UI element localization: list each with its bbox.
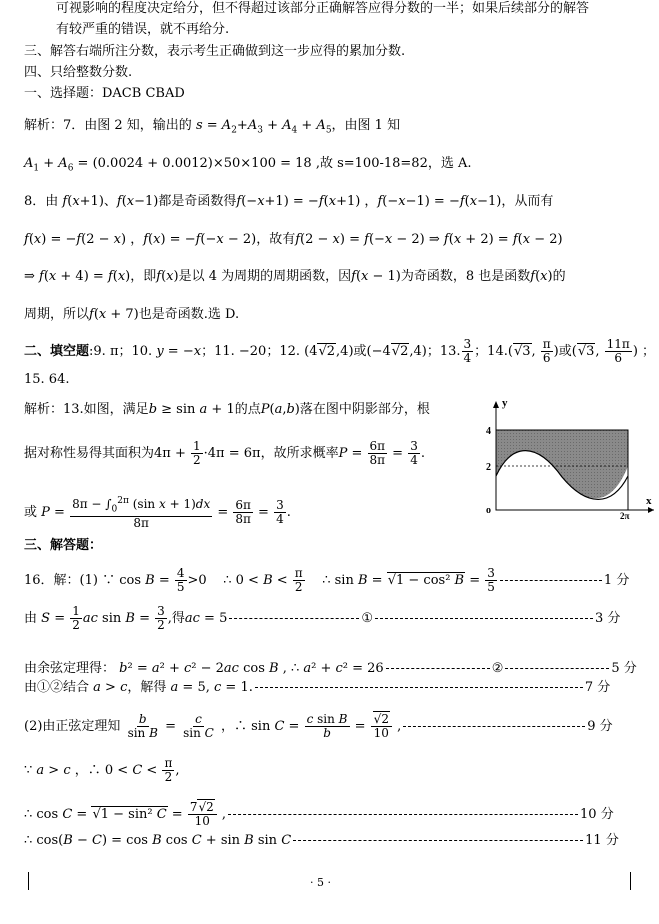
solve-heading: 三、解答题：	[24, 538, 103, 553]
page-number: · 5 ·	[310, 876, 331, 889]
q8-line-2: f(x) = −f(2 − x) ，f(x) = −f(−x − 2)，故有f(2 − x) = f(−x − 2) ⇒ f(x + 2) = f(x − 2)	[24, 232, 563, 247]
y-axis-arrow	[493, 401, 499, 408]
q13-line-2: 据对称性易得其面积为4π + $\frac{1}{2}$ ·4π = 6π，故所求概率P = $\frac{6\pi}{8\pi}$ = $\frac{3}{4}$ .	[24, 439, 425, 467]
shaded-area	[496, 430, 628, 498]
q7-line-2: $A_1 + A_6 = (0.0024 + 0.0012)\times 50\times 100 = 18$ ,故 s=100-18=82，选 A.	[24, 156, 472, 174]
q8-line-3: ⇒ f(x + 4) = f(x)，即f(x)是以 4 为周期的周期函数，因f(x − 1)为奇函数，8 也是函数f(x)的	[24, 269, 566, 284]
q7-line-1: 解析：7．由图 2 知，输出的 $s = A_2+A_3 + A_4 + A_5$，由图 1 知	[24, 118, 401, 136]
tick-4: 4	[486, 426, 491, 437]
q8-line-1: 8．由 f(x+1)、f(x−1)都是奇函数得f(−x+1) = −f(x+1) ，f(−x−1) = −f(x−1)，从而有	[24, 194, 554, 209]
q16-line-6: ∵ a > c ，∴ 0 < C < $\frac{\pi}{2}$ ,	[24, 756, 180, 784]
q16-line-4: 由①②结合 a > c，解得 a = 5, c = 1. 7 分	[24, 680, 611, 695]
corner-mark-left	[14, 872, 29, 890]
shaded-region-graph	[462, 397, 658, 522]
q16-line-1: 16．解：(1) ∵ cos B = $\frac{4}{5}$ >0 ∴ 0 < B < $\frac{\pi}{2}$ ∴ sin B = √1 − cos² B = $\frac{3}{5}$ 1 分	[24, 566, 630, 594]
x-axis-label: x	[646, 495, 652, 507]
q16-line-3: 由余弦定理得： b² = a² + c² − 2ac cos B , ∴ a² + c² = 26 ② 5 分	[24, 661, 637, 676]
fill-line-2: 15. 64.	[24, 372, 70, 387]
q13-line-1: 解析：13.如图，满足b ≥ sin a + 1的点P(a,b)落在图中阴影部分，根	[24, 402, 430, 417]
q16-line-2: 由 S = $\frac{1}{2}$ ac sin B = $\frac{3}{2}$ ,得ac = 5 ① 3 分	[24, 604, 621, 632]
tick-2pi: 2π	[620, 511, 630, 521]
y-axis-label: y	[502, 397, 508, 409]
note-line-4: 四、只给整数分数.	[24, 65, 133, 80]
q16-line-7: ∴ cos C = √1 − sin² C = $\frac{7√2}{10}$ , 10 分	[24, 800, 614, 828]
q13-line-3: 或 P = $\frac{8\pi - \int_0^{2\pi} (\sin x + 1)dx}{8\pi}$ = $\frac{6\pi}{8\pi}$ = $\frac{3}{4}$ .	[24, 496, 291, 531]
fill-line-1: 二、填空题:9. π；10. y = −x；11. −20；12. (4√2,4)或(−4√2,4)；13. $\frac{3}{4}$ ；14.(√3, $\frac{\pi}{6}$ )或(√3, $\frac{11\pi}{6}$ ) ；	[24, 337, 656, 365]
note-line-2: 有较严重的错误，就不再给分.	[56, 22, 230, 37]
q16-line-8: ∴ cos(B − C) = cos B cos C + sin B sin C 11 分	[24, 833, 619, 848]
x-axis-arrow	[648, 507, 654, 513]
note-line-1: 可视影响的程度决定给分，但不得超过该部分正确解答应得分数的一半；如果后续部分的解答	[56, 1, 590, 16]
origin-label: o	[486, 505, 491, 516]
corner-mark-right	[630, 872, 645, 890]
q8-line-4: 周期，所以f(x + 7)也是奇函数.选 D.	[24, 307, 240, 322]
choice-heading: 一、选择题：DACB CBAD	[24, 86, 185, 101]
tick-2: 2	[486, 462, 491, 473]
note-line-3: 三、解答右端所注分数，表示考生正确做到这一步应得的累加分数.	[24, 44, 406, 59]
q16-line-5: (2)由正弦定理知 $\frac{b}{\text{sin B}}$ = $\frac{c}{\text{sin C}}$ ，∴ sin C = $\frac{\text{c sin B}}{b}$ = $\frac{√2}{10}$ , 9 分	[24, 712, 613, 740]
